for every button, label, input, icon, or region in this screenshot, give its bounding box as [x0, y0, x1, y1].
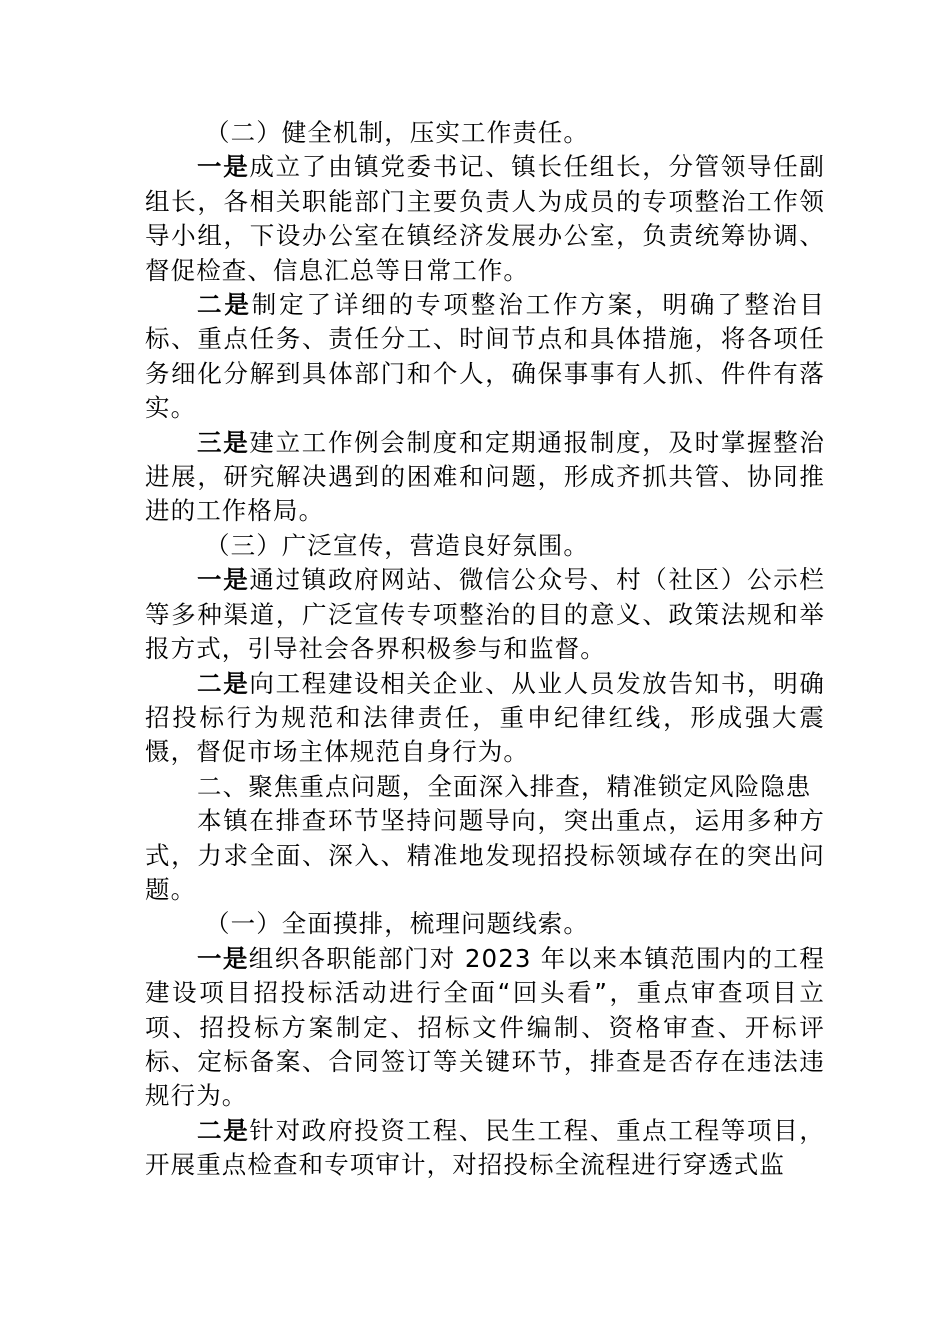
- body-paragraph: [145, 804, 825, 907]
- subheading-publicity: [145, 529, 825, 563]
- item-text: 向工程建设相关企业、从业人员发放告知书，明确招投标行为规范和法律责任，重申纪律红线，形成强大震慑，督促市场主体规范自身行为。: [145, 668, 825, 767]
- subheading-text: （一）全面摸排，梳理问题线索。: [205, 909, 589, 939]
- item-lead: 二是: [197, 1115, 250, 1145]
- item-lead: 一是: [197, 943, 249, 973]
- item-text: 制定了详细的专项整治工作方案，明确了整治目标、重点任务、责任分工、时间节点和具体措施，将各项任务细化分解到具体部门和个人，确保事事有人抓、件件有落实。: [145, 290, 825, 423]
- item-paragraph: [145, 288, 825, 426]
- subheading-text: （二）健全机制，压实工作责任。: [205, 118, 589, 147]
- item-paragraph: [145, 150, 825, 288]
- item-paragraph: [145, 667, 825, 770]
- item-lead: 二是: [197, 668, 250, 698]
- item-paragraph: [145, 1114, 825, 1183]
- subheading-mechanism: [145, 116, 825, 150]
- subheading-investigation: [145, 907, 825, 941]
- item-text: 建立工作例会制度和定期通报制度，及时掌握整治进展，研究解决遇到的困难和问题，形成齐抓共管、协同推进的工作格局。: [145, 427, 825, 526]
- item-text: 针对政府投资工程、民生工程、重点工程等项目，开展重点检查和专项审计，对招投标全流程进行穿透式监: [145, 1115, 825, 1180]
- item-paragraph: [145, 942, 825, 1114]
- item-lead: 二是: [197, 290, 252, 320]
- heading-text: 二、聚焦重点问题，全面深入排查，精准锁定风险隐患: [197, 771, 812, 801]
- body-text: 本镇在排查环节坚持问题导向，突出重点，运用多种方式，力求全面、深入、精准地发现招投标领域存在的突出问题。: [145, 806, 825, 904]
- item-text: 成立了由镇党委书记、镇长任组长，分管领导任副组长，各相关职能部门主要负责人为成员的专项整治工作领导小组，下设办公室在镇经济发展办公室，负责统筹协调、督促检查、信息汇总等日常工作。: [145, 152, 825, 285]
- item-text: 组织各职能部门对 2023 年以来本镇范围内的工程建设项目招投标活动进行全面“回头看”，重点审查项目立项、招投标方案制定、招标文件编制、资格审查、开标评标、定标备案、合同签订等关键环节，排查是否存在违法违规行为。: [145, 943, 825, 1111]
- section-heading: [145, 770, 825, 804]
- item-lead: 一是: [197, 152, 250, 182]
- item-paragraph: [145, 426, 825, 529]
- item-lead: 一是: [197, 565, 250, 595]
- subheading-text: （三）广泛宣传，营造良好氛围。: [205, 530, 589, 560]
- item-text: 通过镇政府网站、微信公众号、村（社区）公示栏等多种渠道，广泛宣传专项整治的目的意义、政策法规和举报方式，引导社会各界积极参与和监督。: [145, 565, 825, 664]
- document-page: [145, 116, 825, 1183]
- item-lead: 三是: [197, 427, 250, 457]
- item-paragraph: [145, 563, 825, 666]
